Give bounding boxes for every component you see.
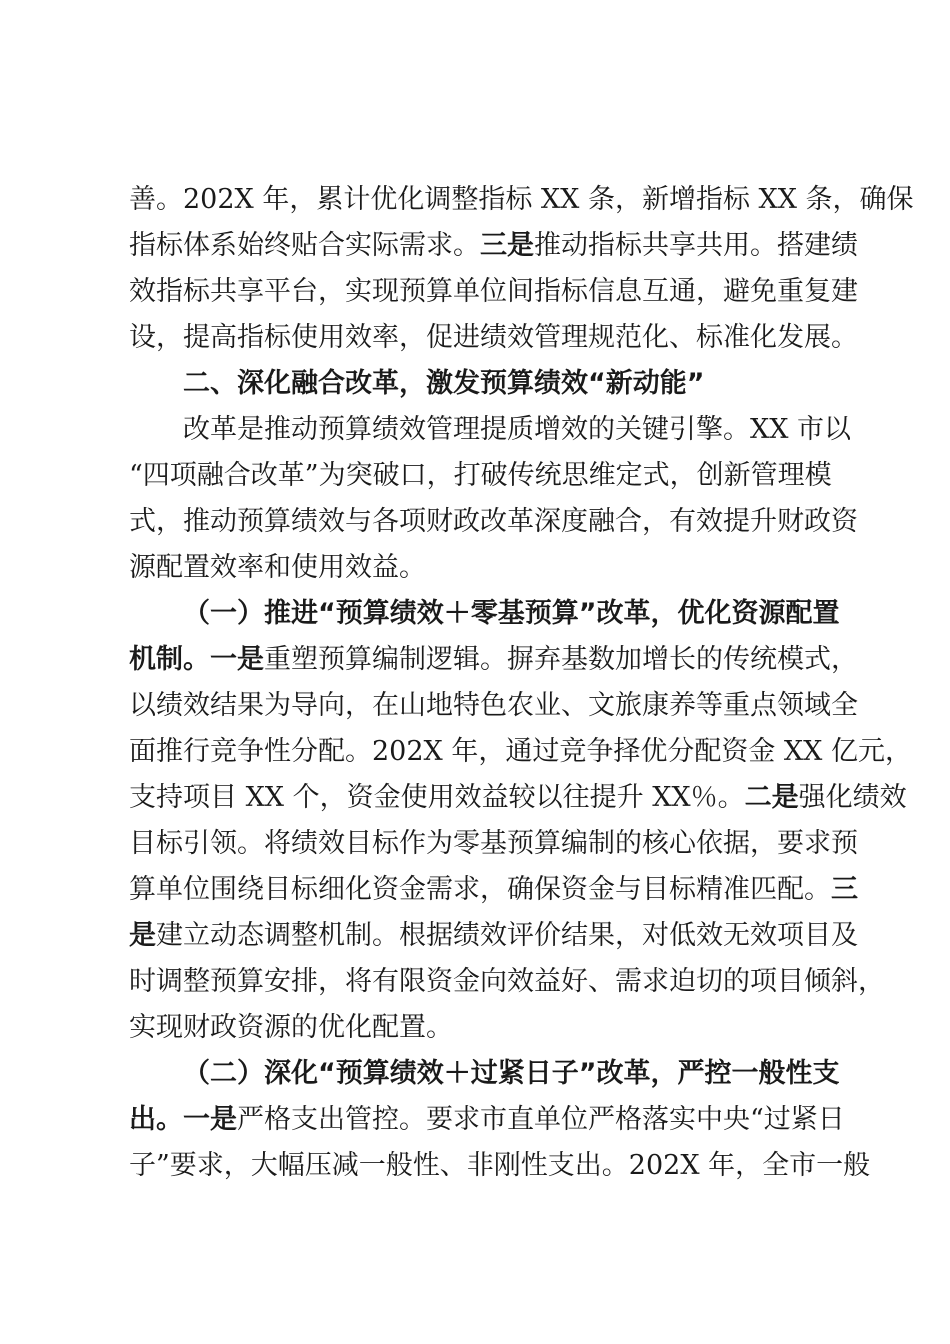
paragraph-intro — [129, 177, 914, 361]
text-run: 推动指标共享共用。搭建绩 — [534, 230, 858, 261]
heading-text: 二、深化融合改革，激发预算绩效“新动能” — [183, 368, 705, 399]
paragraph-subsection-2 — [129, 1051, 871, 1189]
text-line — [129, 867, 858, 913]
text-line: 面推行竞争性分配。202X 年，通过竞争择优分配资金 XX 亿元， — [129, 736, 912, 767]
subsection-title: （二）深化“预算绩效＋过紧日子”改革，严控一般性支 — [183, 1058, 840, 1089]
section-heading-2 — [129, 361, 829, 407]
text-run: 指标体系始终贴合实际需求。 — [129, 230, 480, 261]
paragraph-subsection-1 — [129, 591, 912, 1051]
subsection-title: （一）推进“预算绩效＋零基预算”改革，优化资源配置 — [183, 598, 840, 629]
text-line: 实现财政资源的优化配置。 — [129, 1012, 453, 1043]
text-line — [129, 1097, 845, 1143]
text-line: 以绩效结果为导向，在山地特色农业、文旅康养等重点领域全 — [129, 690, 858, 721]
subsection-title-end: 出。一是 — [129, 1104, 237, 1135]
text-line — [129, 913, 858, 959]
text-run: 强化绩效 — [798, 782, 907, 813]
text-line: 改革是推动预算绩效管理提质增效的关键引擎。XX 市以 — [183, 414, 852, 445]
emphasis-text: 二是 — [744, 782, 799, 813]
text-line: 时调整预算安排，将有限资金向效益好、需求迫切的项目倾斜， — [129, 966, 885, 997]
text-run: 严格支出管控。要求市直单位严格落实中央“过紧日 — [237, 1104, 845, 1135]
text-line — [129, 223, 858, 269]
text-line: 设，提高指标使用效率，促进绩效管理规范化、标准化发展。 — [129, 322, 858, 353]
emphasis-text: 三是 — [480, 230, 534, 261]
text-line: 式，推动预算绩效与各项财政改革深度融合，有效提升财政资 — [129, 506, 858, 537]
paragraph-reform — [129, 407, 858, 591]
text-line: “四项融合改革”为突破口，打破传统思维定式，创新管理模 — [129, 460, 832, 491]
text-line — [129, 775, 907, 821]
text-run: 重塑预算编制逻辑。摒弃基数加增长的传统模式， — [264, 644, 858, 675]
text-line — [129, 637, 858, 683]
text-run: 算单位围绕目标细化资金需求，确保资金与目标精准匹配。 — [129, 874, 831, 905]
subsection-title-end: 机制。一是 — [129, 644, 264, 675]
text-line: 善。202X 年，累计优化调整指标 XX 条，新增指标 XX 条，确保 — [129, 184, 914, 215]
text-line: 效指标共享平台，实现预算单位间指标信息互通，避免重复建 — [129, 276, 858, 307]
text-run: 支持项目 XX 个，资金使用效益较以往提升 XX％。 — [129, 782, 745, 813]
text-line: 子”要求，大幅压减一般性、非刚性支出。202X 年，全市一般 — [129, 1150, 871, 1181]
text-line: 源配置效率和使用效益。 — [129, 552, 426, 583]
text-line: 目标引领。将绩效目标作为零基预算编制的核心依据，要求预 — [129, 828, 858, 859]
text-run: 建立动态调整机制。根据绩效评价结果，对低效无效项目及 — [156, 920, 858, 951]
emphasis-text: 是 — [129, 920, 156, 951]
emphasis-text: 三 — [831, 874, 858, 905]
